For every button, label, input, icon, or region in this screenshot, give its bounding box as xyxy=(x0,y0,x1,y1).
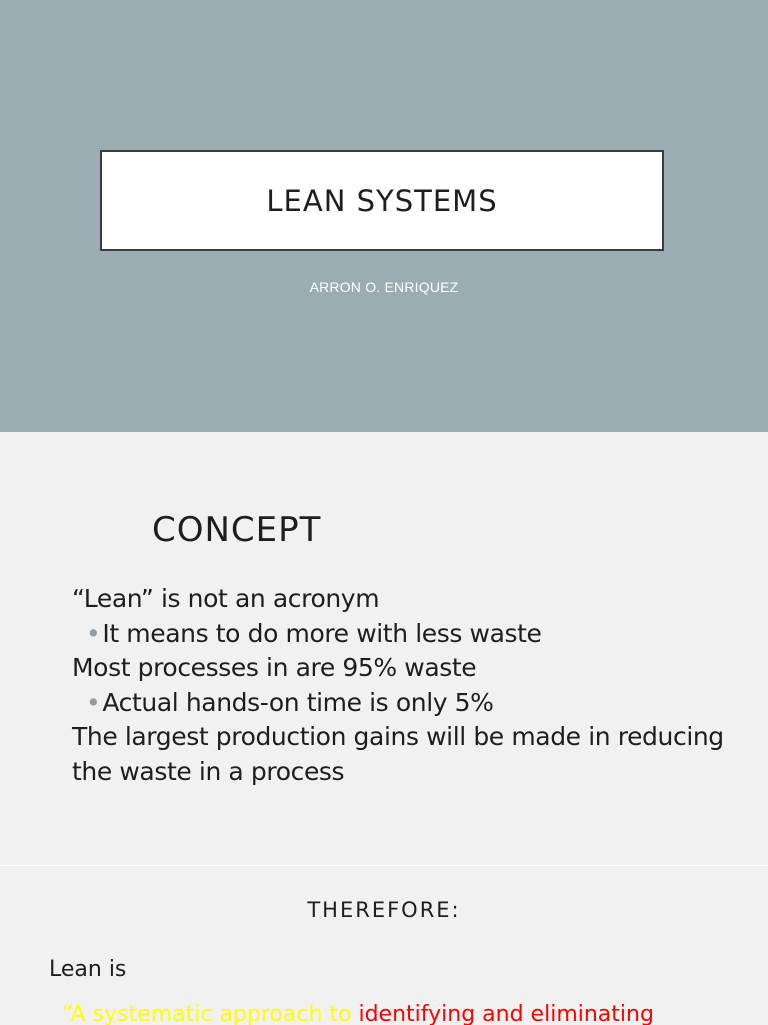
concept-line: “Lean” is not an acronym xyxy=(72,584,380,613)
concept-body xyxy=(72,582,732,789)
concept-line: The largest production gains will be made in reducing xyxy=(72,722,724,751)
concept-line: Most processes in are 95% waste xyxy=(72,653,477,682)
author-name: ARRON O. ENRIQUEZ xyxy=(309,279,459,295)
title-box xyxy=(100,150,664,251)
presentation-title: LEAN SYSTEMS xyxy=(266,183,498,218)
concept-sub-bullet xyxy=(72,617,732,652)
definition-quote xyxy=(62,1002,654,1025)
concept-line: the waste in a process xyxy=(72,756,345,786)
quote-highlight-red: identifying and eliminating xyxy=(358,1002,654,1025)
concept-heading: CONCEPT xyxy=(152,510,322,550)
concept-line: Actual hands-on time is only 5% xyxy=(102,687,494,717)
bullet-icon: • xyxy=(86,687,101,717)
concept-line: It means to do more with less waste xyxy=(102,618,542,648)
therefore-slide xyxy=(0,866,768,1025)
lean-is-text: Lean is xyxy=(49,957,127,982)
concept-slide xyxy=(0,432,768,866)
bullet-icon: • xyxy=(86,618,101,648)
quote-highlight-yellow: “A systematic approach to xyxy=(62,1002,359,1025)
therefore-heading: THEREFORE: xyxy=(307,898,461,922)
title-slide xyxy=(0,0,768,432)
concept-sub-bullet xyxy=(72,686,732,721)
